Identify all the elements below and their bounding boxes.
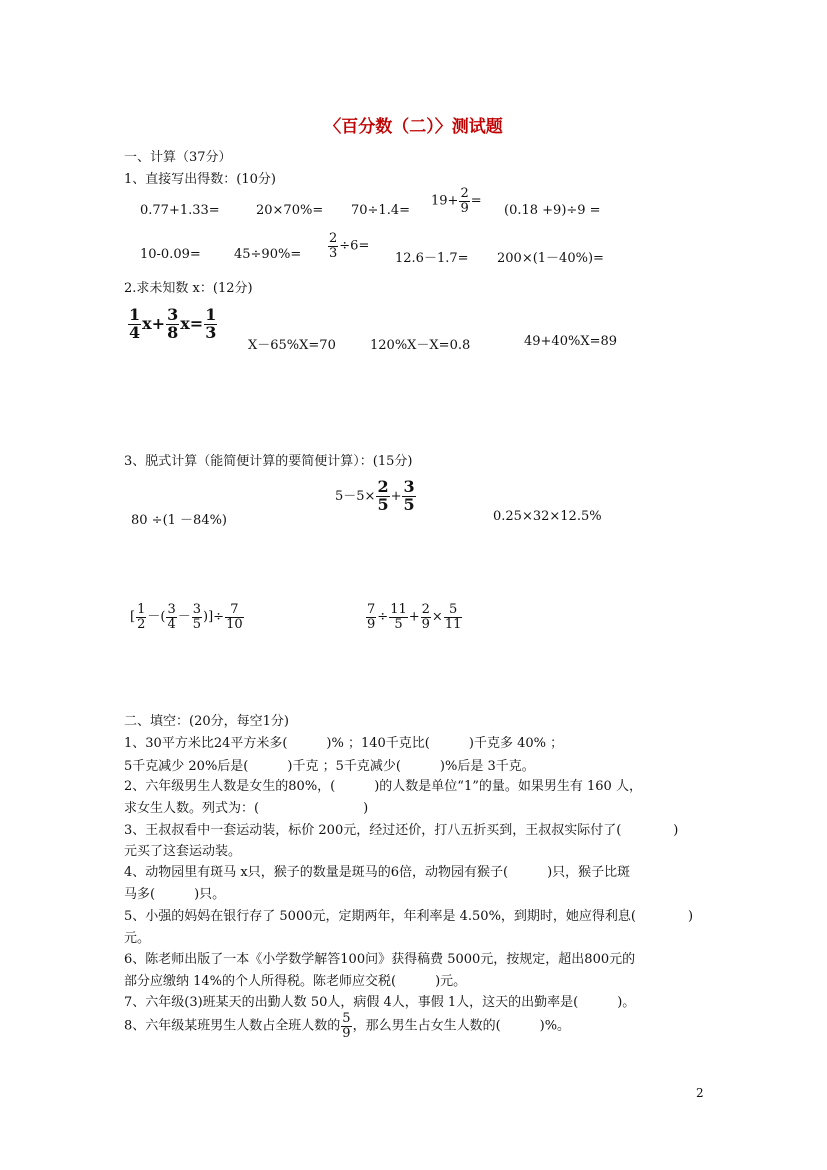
fill-line-7: 4、动物园里有斑马 x只，猴子的数量是斑马的6倍，动物园有猴子( )只，猴子比斑 [124, 865, 631, 880]
page-title: 〈百分数（二）〉测试题 [324, 117, 503, 137]
equation-1 [127, 307, 218, 342]
fraction: $\frac{1}{2}$ [137, 602, 146, 632]
calc-2 [335, 479, 417, 514]
fraction: $\frac{2}{9}$ [460, 186, 469, 216]
fraction: $\frac{3}{5}$ [192, 602, 202, 632]
q3-heading: 3、脱式计算（能简便计算的要简便计算）：(15分) [124, 454, 413, 469]
fill-line-14 [124, 1012, 570, 1040]
equation-4: 49+40%X=89 [524, 334, 618, 349]
fill-line-3: 2、六年级男生人数是女生的80%，( )的人数是单位“1”的量。如果男生有 160 人， [124, 779, 642, 794]
calc-1: 80 ÷(1 －84%) [131, 513, 228, 528]
section-1-heading: 一、计算（37分） [124, 150, 232, 165]
q1-item-f: 10-0.09= [140, 247, 201, 262]
fraction: $\frac{2}{5}$ [377, 477, 389, 514]
expr-text: × [431, 609, 443, 625]
fill-line-12: 部分应缴纳 14%的个人所得税。陈老师应交税( )元。 [124, 974, 467, 989]
expr-text: － [177, 609, 191, 625]
fill-line-9: 5、小强的妈妈在银行存了 5000元，定期两年，年利率是 4.50%，到期时，她应得利息( ) [124, 909, 694, 924]
fill-line-4: 求女生人数。列式为：( ) [124, 801, 369, 816]
q1-item-i: 12.6－1.7= [395, 251, 469, 266]
expr-text: [ [130, 609, 136, 625]
fraction: $\frac{7}{9}$ [367, 602, 376, 632]
expr-text: 8、六年级某班男生人数占全班人数的 [124, 1018, 341, 1034]
calc-5 [365, 603, 463, 631]
expr-text: x= [180, 313, 204, 333]
q1-item-d [431, 187, 482, 215]
fraction: $\frac{2}{9}$ [421, 602, 430, 632]
expr-text: = [470, 193, 482, 209]
expr-text: －( [147, 609, 166, 625]
q1-item-e: (0.18 +9)÷9 = [504, 203, 601, 218]
expr-text: 5－5× [335, 488, 376, 504]
q1-item-b: 20×70%= [256, 203, 324, 218]
fill-line-11: 6、陈老师出版了一本《小学数学解答100问》获得稿费 5000元，按规定，超出800元的 [124, 952, 636, 967]
fill-line-8: 马多( )只。 [124, 887, 226, 902]
q1-item-j: 200×(1－40%)= [497, 251, 604, 266]
page-number: 2 [696, 1086, 704, 1100]
fraction: $\frac{2}{3}$ [329, 231, 338, 261]
fraction: $\frac{1}{4}$ [129, 305, 141, 342]
expr-text: + [390, 488, 402, 504]
q1-item-h [327, 232, 369, 260]
expr-text: ÷6= [339, 238, 370, 254]
fraction: $\frac{11}{5}$ [390, 602, 407, 632]
q1-item-a: 0.77+1.33= [140, 203, 220, 218]
expr-text: x+ [142, 313, 166, 333]
fraction: $\frac{1}{3}$ [205, 305, 217, 342]
equation-3: 120%X－X=0.8 [370, 338, 471, 353]
fill-line-6: 元买了这套运动装。 [124, 844, 242, 859]
equation-2: X－65%X=70 [248, 338, 336, 353]
fraction: $\frac{5}{9}$ [342, 1011, 351, 1041]
expr-text: )]÷ [203, 609, 225, 625]
q1-heading: 1、直接写出得数：(10分) [124, 172, 276, 187]
fill-line-2: 5千克减少 20%后是( )千克 ；5千克减少( )%后是 3千克。 [124, 759, 535, 774]
fraction: $\frac{3}{4}$ [167, 602, 176, 632]
section-2-heading: 二、填空：(20分，每空1分) [124, 714, 289, 729]
fill-line-5: 3、王叔叔看中一套运动装，标价 200元，经过还价，打八五折买到，王叔叔实际付了( ) [124, 823, 679, 838]
fraction: $\frac{3}{5}$ [403, 477, 415, 514]
q2-heading: 2.求未知数 x：(12分) [124, 281, 253, 296]
fraction: $\frac{5}{11}$ [444, 602, 462, 632]
calc-4 [130, 603, 245, 631]
expr-text: + [408, 609, 420, 625]
expr-text: ÷ [377, 609, 389, 625]
fill-line-1: 1、30平方米比24平方米多( )% ；140千克比( )千克多 40% ； [124, 736, 564, 751]
fraction: $\frac{3}{8}$ [167, 305, 179, 342]
expr-text: ，那么男生占女生人数的( )%。 [352, 1018, 571, 1034]
q1-item-g: 45÷90%= [234, 247, 302, 262]
fraction: $\frac{7}{10}$ [226, 602, 243, 632]
q1-item-c: 70÷1.4= [351, 203, 411, 218]
fill-line-10: 元。 [124, 931, 151, 946]
calc-3: 0.25×32×12.5% [493, 509, 602, 524]
fill-line-13: 7、六年级(3)班某天的出勤人数 50人，病假 4人，事假 1人，这天的出勤率是( )。 [124, 995, 636, 1010]
expr-text: 19+ [431, 193, 459, 209]
